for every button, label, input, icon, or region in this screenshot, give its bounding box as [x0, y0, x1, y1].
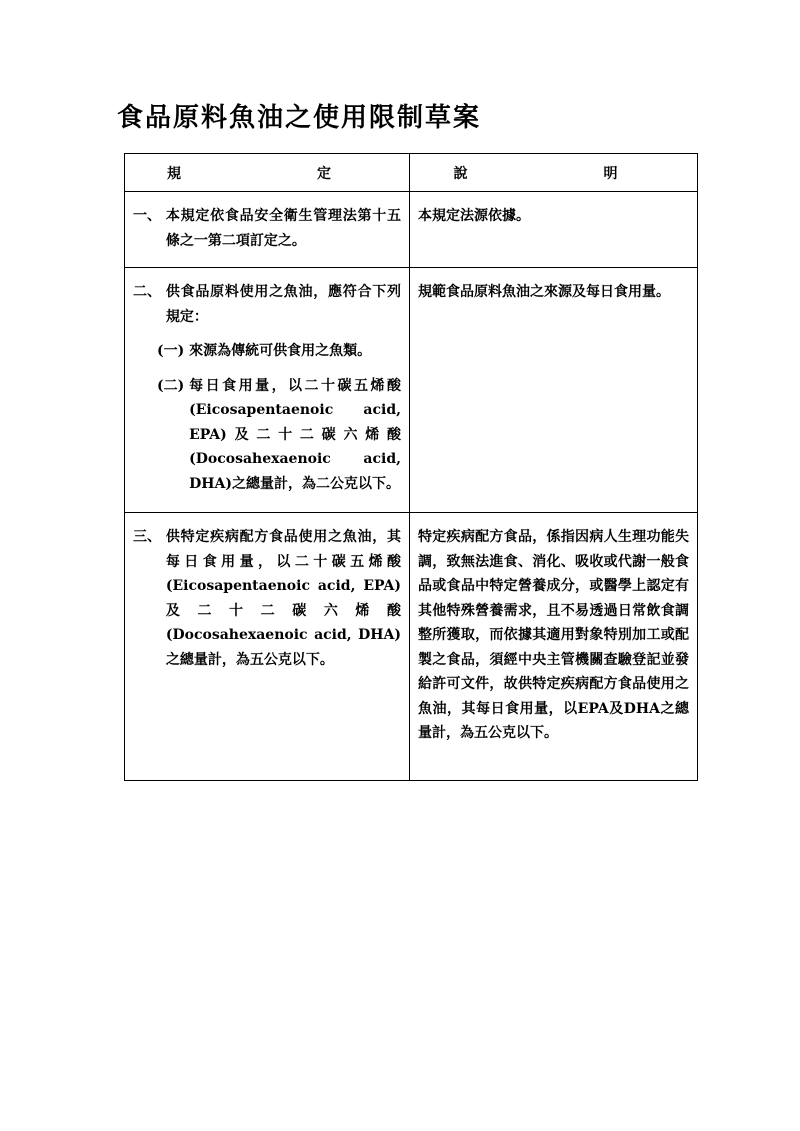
explanation-text: 本規定法源依據。	[418, 208, 530, 224]
regulation-text: 供食品原料使用之魚油，應符合下列規定：	[165, 284, 401, 325]
explanation-text: 規範食品原料魚油之來源及每日食用量。	[418, 284, 670, 300]
explanation-text: 特定疾病配方食品，係指因病人生理功能失調，致無法進食、消化、吸收或代謝一般食品或食品中特定營養成分，或醫學上認定有其他特殊營養需求，且不易透過日常飲食調整所獲取，而依據其適用對象特別加工或配製之食品，須經中央主管機關查驗登記並發給許可文件，故供特定疾病配方食品使用之魚油，其每日食用量，以EPA及DHA之總量計，為五公克以下。	[418, 529, 689, 741]
regulation-text: 供特定疾病配方食品使用之魚油，其每日食用量，以二十碳五烯酸(Eicosapentaenoic acid, EPA)及二十二碳六烯酸(Docosahexaenoic acid, DHA)之總量計，為五公克以下。	[165, 529, 401, 668]
explanation-cell	[410, 192, 698, 268]
table-row	[125, 268, 698, 513]
item-number: 三、	[133, 529, 166, 545]
header-explanation: 說 明	[410, 154, 698, 192]
item-number: 二、	[133, 284, 166, 300]
table-row	[125, 192, 698, 268]
regulation-cell	[125, 268, 410, 513]
table-row	[125, 513, 698, 781]
regulation-cell	[125, 513, 410, 781]
explanation-cell	[410, 268, 698, 513]
sub-item-text: 來源為傳統可供食用之魚類。	[189, 343, 372, 359]
sub-item-text: 每日食用量，以二十碳五烯酸(Eicosapentaenoic acid, EPA)及二十二碳六烯酸(Docosahexaenoic acid, DHA)之總量計，為二公克以下。	[189, 377, 401, 492]
regulation-cell	[125, 192, 410, 268]
sub-item-number: (一)	[157, 343, 190, 359]
sub-item	[133, 374, 401, 497]
regulation-table	[124, 153, 698, 781]
sub-item-number: (二)	[157, 377, 190, 394]
table-header-row	[125, 154, 698, 192]
item-number: 一、	[133, 208, 166, 224]
sub-item	[133, 339, 401, 364]
header-regulation: 規 定	[125, 154, 410, 192]
regulation-text: 本規定依食品安全衛生管理法第十五條之一第二項訂定之。	[165, 208, 401, 249]
explanation-cell	[410, 513, 698, 781]
document-title: 食品原料魚油之使用限制草案	[117, 103, 482, 133]
